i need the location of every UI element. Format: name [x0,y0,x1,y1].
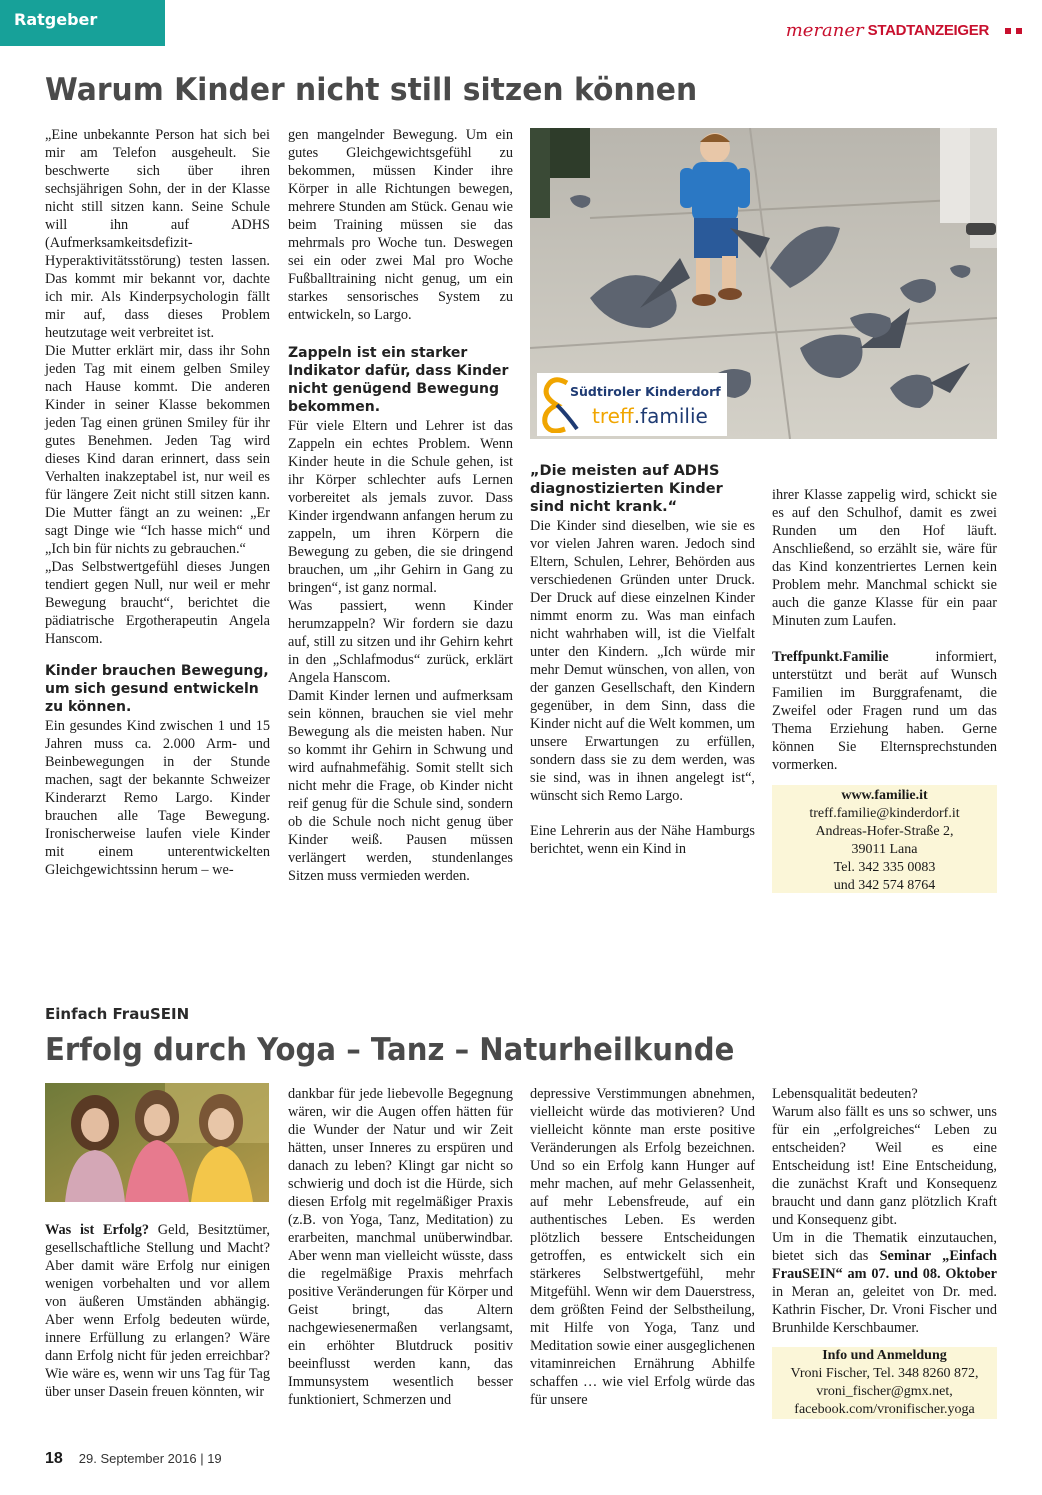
issue-date: 29. September 2016 | 19 [78,1451,222,1466]
paragraph: depressive Verstimmungen abnehmen, vielleicht würde das motivieren? Und vielleicht könnte man erste positive Veränderungen als Erfolg bezeichnen. Und so ein Erfolg kann Hunger auf mehr machen, auf mehr Gelassenheit, auf mehr Lebensfreude, auf ein authentisches Leben. Es werden plötzlich bessere Entscheidungen getroffen, es entwickelt sich ein stärkeres Selbstwertgefühl, mehr Mitgefühl. Wenn wir dem Dauerstress, dem größten Feind der Selbstheilung, mit Hilfe von Yoga, Tanz und Meditation sowie einer ausgeglichenen vitaminreichen Ernährung Abhilfe schaffen … wie viel Erfolg würde das für unsere [530,1086,755,1408]
article2-column-3 [530,1085,755,1409]
paragraph: Ein gesundes Kind zwischen 1 und 15 Jahren muss ca. 2.000 Arm- und Beinbewegungen in der Stunde machen, sagt der bekannte Schweizer Kinderarzt Remo Largo. Kinder brauchen alle Tage Bewegung. Ironischerweise laufen viele Kinder mit einem unterentwickelten Gleichgewichtssinn herum – we- [45,718,270,878]
article2-column-4 [772,1085,997,1337]
paragraph: Damit Kinder lernen und aufmerksam sein können, brauchen sie viel mehr Bewegung als die meisten haben. Nur so kommt ihr Gehirn in Schwung und wird aufnahmefähig. Somit stellt sich nicht mehr die Frage, ob Kinder nicht reif genug für die Schule sind, sondern ob die Schule noch nicht genug über Kinder weiß. Pausen müssen verlängert werden, stundenlanges Sitzen muss vermieden werden. [288,688,513,884]
kinderdorf-logo [537,373,727,436]
phone-1: Tel. 342 335 0083 [833,860,936,875]
section-label: Ratgeber [14,10,98,29]
logo-line-2: treff.familie [592,404,708,428]
brand-subtitle: STADTANZEIGER [867,22,989,39]
phone-line: Vroni Fischer, Tel. 348 8260 872, [790,1366,979,1381]
article1-column-3 [530,462,755,858]
article2-kicker: Einfach FrauSEIN [45,1005,190,1023]
paragraph: Was ist Erfolg? Geld, Besitztümer, gesellschaftliche Stellung und Macht? Aber damit wäre Erfolg nur einigen wenigen vorbehalten und vor allem von äußeren Umständen abhängig. Aber wenn Erfolg bedeuten würde, innere Erfüllung zu erlangen? Wäre dann Erfolg nicht für jeden erreichbar? Wie wäre es, wenn wir uns Tag für Tag über unser Dasein freuen könnten, wir [45,1222,270,1400]
article2-column-1 [45,1221,270,1401]
paragraph: Was passiert, wenn Kinder herumzappeln? Wir fordern sie dazu auf, still zu sitzen und ihr Gehirn kehrt in den „Schlafmodus“ zurück, erklärt Angela Hanscom. [288,598,513,686]
article2-column-2 [288,1085,513,1409]
email-link[interactable]: vroni_fischer@gmx.net, [816,1384,953,1399]
paragraph: gen mangelnder Bewegung. Um ein gutes Gleichgewichtsgefühl zu bekommen, müssen Kinder ihre Körper in alle Richtungen bewegen, mehrere Stunden am Stück. Genau wie beim Training müssen sie das mehrmals pro Woche tun. Deswegen sei ein oder zwei Mal pro Woche Fußballtraining nicht genug, um ein starkes sensorisches System zu entwickeln, so Largo. [288,127,513,323]
subheading: Kinder brauchen Bewegung, um sich gesund entwickeln zu können. [45,663,269,715]
paragraph: Eine Lehrerin aus der Nähe Hamburgs berichtet, wenn ein Kind in [530,823,755,857]
phone-2: und 342 574 8764 [833,878,936,893]
article1-title: Warum Kinder nicht still sitzen können [45,72,698,108]
page-number: 18 [45,1450,63,1467]
masthead [786,20,1022,41]
paragraph: Lebensqualität bedeuten? [772,1086,918,1102]
section-tab [0,0,165,46]
paragraph: Treffpunkt.Familie informiert, unterstützt und berät auf Wunsch Familien im Burggrafenamt, die Zweifel oder Fragen rund um das Thema Erziehung haben. Gerne können Sie Elternsprechstunden vormerken. [772,649,997,773]
contact-box-frausein [772,1347,997,1419]
address-street: Andreas-Hofer-Straße 2, [815,824,954,839]
article1-column-2 [288,126,513,885]
page-footer [45,1450,222,1468]
article1-column-4 [772,486,997,774]
paragraph: „Das Selbstwertgefühl dieses Jungen tendiert gegen Null, nur weil er mehr Bewegung braucht“, berichtet die pädiatrische Ergotherapeutin Angela Hanscom. [45,559,270,647]
paragraph: ihrer Klasse zappelig wird, schickt sie es auf den Schulhof, damit es zwei Runden um den Hof läuft. Anschließend, so erzählt sie, wäre für das Kind konzentriertes Lernen kein Problem mehr. Manchmal schickt sie auch die ganze Klasse für ein paar Minuten zum Laufen. [772,487,997,629]
logo-line-1: Südtiroler Kinderdorf [570,384,721,399]
paragraph: Warum also fällt es uns so schwer, uns für ein „erfolgreiches“ Leben zu entscheiden? Weil es eine Entscheidung ist! Eine Entscheidung, die zunächst Kraft und Konsequenz braucht und dann ganz plötzlich Kraft und Konsequenz gibt. [772,1104,997,1228]
subheading: „Die meisten auf ADHS diagnostizierten Kinder sind nicht krank.“ [530,463,723,515]
paragraph: dankbar für jede liebevolle Begegnung wären, wir die Augen offen hätten für die Wunder der Natur und wir Zeit hätten, unser Inneres zu erspüren und danach zu leben? Klingt gar nicht so schwierig und doch ist die Hürde, sich diesen Erfolg mit regelmäßiger Praxis (z.B. von Yoga, Tanz, Meditation) zu erarbeiten, manchmal unüberwindbar. Aber wenn man vielleicht wüsste, dass die regelmäßige Praxis mehrfach positive Veränderungen für Körper und Geist bringt, das Altern nachgewiesenermaßen verlangsamt, ein erhöhter Blutdruck positiv beeinflusst werden kann, das Immunsystem wesentlich besser funktioniert, Schmerzen und [288,1086,513,1408]
paragraph: Die Mutter erklärt mir, dass ihr Sohn jeden Tag mit einem gelben Smiley nach Hause kommt. Die anderen Kinder in seiner Klasse bekommen jeden Tag einen grünen Smiley für ihr gutes Benehmen. Jeden Tag wird dieses Kind daran erinnert, dass sein Verhalten inakzeptabel ist, nur weil es für längere Zeit nicht still sitzen kann. Die Mutter fängt an zu weinen: „Er sagt Dinge wie “Ich hasse mich“ und „Ich bin für nichts zu gebrauchen.“ [45,343,270,557]
contact-box-familie [772,785,997,893]
facebook-link[interactable]: facebook.com/vronifischer.yoga [794,1402,975,1417]
paragraph: Die Kinder sind dieselben, wie sie es vor vielen Jahren waren. Jedoch sind Eltern, Schulen, Lehrer, Behörden aus verschiedenen Gründen unter Druck. Der Druck auf diese einzelnen Kinder nimmt enorm zu. Was man einfach nicht wahrhaben will, ist die Vielfalt unter den Kindern. „Ich würde mir mehr Demut wünschen, von allen, von der ganzen Gesellschaft, den Kindern gegenüber, in dem Sinn, dass die Kinder nicht auf die Welt kommen, um unsere Erwartungen zu erfüllen, sondern dass sie zu dem werden, was sie sind, was in ihnen angelegt ist“, wünscht sich Remo Largo. [530,518,755,804]
paragraph: Für viele Eltern und Lehrer ist das Zappeln ein echtes Problem. Wenn Kinder heute in die Schule gehen, ist ihr Körper schlechter aufs Lernen vorbereitet als jemals zuvor. Dass Kinder irgendwann anfangen herum zu zappeln, um ihren Körpern die Bewegung zu geben, die sie dringend brauchen, um „ihr Gehirn in Gang zu bringen“, ist ganz normal. [288,418,513,596]
three-women-photo [45,1083,269,1202]
brand-name: meraner [785,20,864,41]
paragraph: „Eine unbekannte Person hat sich bei mir am Telefon ausgeheult. Sie beschwerte sich über ihren sechsjährigen Sohn, der in der Klasse nicht still sitzen kann. Seine Schule will ihn auf ADHS (Aufmerksamkeitsdefizit-Hyperaktivitätsstörung) testen lassen. Das kommt mir bekannt vor, dachte ich mir. Als Kinderpsychologin fällt mir auf, dass dieses Problem heutzutage weit verbreitet ist. [45,127,270,341]
article1-column-1 [45,126,270,879]
address-city: 39011 Lana [851,842,918,857]
website-link[interactable]: www.familie.it [841,788,928,803]
masthead-dots [1005,28,1022,34]
email-link[interactable]: treff.familie@kinderdorf.it [809,806,960,821]
info-title: Info und Anmeldung [822,1348,947,1363]
article2-title: Erfolg durch Yoga – Tanz – Naturheilkunde [45,1032,735,1068]
subheading: Zappeln ist ein starker Indikator dafür, dass Kinder nicht genügend Bewegung bekommen. [288,345,509,415]
paragraph: Um in die Thematik einzutauchen, bietet sich das Seminar „Einfach FrauSEIN“ am 07. und 08. Oktober in Meran an, geleitet von Dr. med. Kathrin Fischer, Dr. Vroni Fischer und Brunhilde Kerschbaumer. [772,1230,997,1336]
